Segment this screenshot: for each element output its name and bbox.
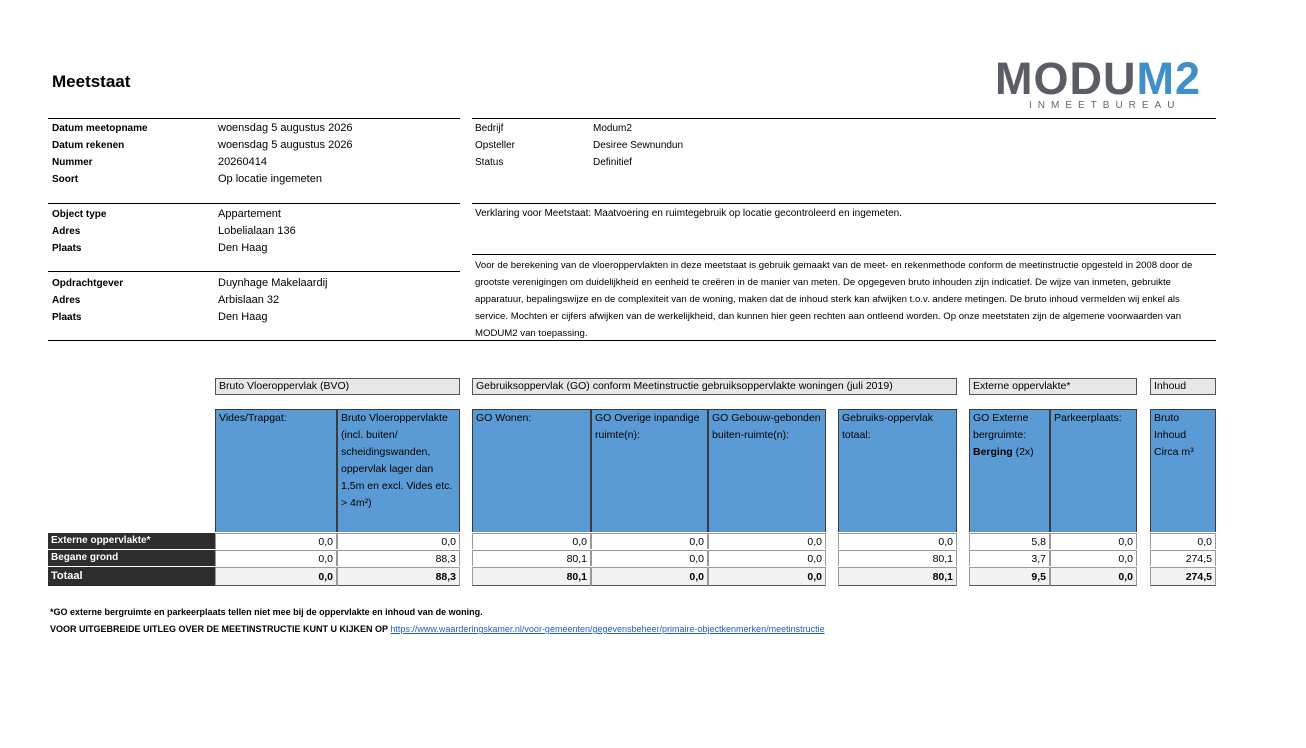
info-value: 20260414	[218, 156, 267, 168]
divider	[48, 203, 460, 204]
table-cell: 80,1	[472, 550, 591, 566]
info-label: Nummer	[52, 157, 93, 168]
table-cell: 9,5	[969, 567, 1050, 586]
logo-text-accent: M2	[1136, 53, 1201, 104]
table-cell: 0,0	[708, 533, 826, 549]
table-cell: 80,1	[838, 550, 957, 566]
object-value: Den Haag	[218, 242, 268, 254]
info-value: Op locatie ingemeten	[218, 173, 322, 185]
table-cell: 5,8	[969, 533, 1050, 549]
more-info-line	[50, 624, 825, 634]
page-title: Meetstaat	[52, 72, 131, 91]
column-header-go-gebouw: GO Gebouw-gebonden buiten-ruimte(n):	[708, 409, 826, 532]
verklaring-text: Verklaring voor Meetstaat: Maatvoering en ruimtegebruik op locatie gecontroleerd en ingemeten.	[475, 208, 902, 219]
group-header-bvo: Bruto Vloeroppervlak (BVO)	[215, 378, 460, 395]
modum2-logo	[995, 53, 1220, 116]
info-label: Opsteller	[475, 140, 516, 151]
table-cell: 88,3	[337, 550, 460, 566]
table-cell: 0,0	[708, 550, 826, 566]
info-value: woensdag 5 augustus 2026	[218, 122, 353, 134]
object-value: Lobelialaan 136	[218, 225, 296, 237]
info-label: Datum rekenen	[52, 140, 125, 151]
info-value: woensdag 5 augustus 2026	[218, 139, 353, 151]
row-label: Begane grond	[48, 550, 215, 566]
table-cell: 0,0	[591, 550, 708, 566]
berging-count: (2x)	[1012, 446, 1034, 458]
row-label: Externe oppervlakte*	[48, 533, 215, 549]
row-label: Totaal	[48, 567, 215, 586]
table-cell: 0,0	[337, 533, 460, 549]
object-value: Appartement	[218, 208, 281, 220]
footnote: *GO externe bergruimte en parkeerplaats tellen niet mee bij de oppervlakte en inhoud van de woning.	[50, 607, 483, 617]
info-label: Soort	[52, 174, 79, 185]
table-cell: 88,3	[337, 567, 460, 586]
column-header-go-externe	[969, 409, 1050, 532]
client-value: Arbislaan 32	[218, 294, 280, 306]
info-value: Desiree Sewnundun	[593, 140, 684, 151]
berging-text: Berging	[973, 446, 1013, 458]
disclaimer-text: Voor de berekening van de vloeroppervlakten in deze meetstaat is gebruik gemaakt van de meet- en rekenmethode conform de meetinstructie opgesteld in 2008 door de grootste verenigingen om duidelijkheid en eenheid te creëren in de manier van meten. De opgegeven bruto inhouden zijn indicatief. De wijze van inmeten, gebruikte apparatuur, bepalingswijze en de complexiteit van de woning, maken dat de inhoud sterk kan afwijken t.o.v. andere metingen. De bruto inhoud vermelden wij enkel als service. Mochten er cijfers afwijken van de werkelijkheid, dan kunnen hier geen rechten aan ontleend worden. Op onze meetstaten zijn de algemene voorwaarden van MODUM2 van toepassing.	[475, 260, 1193, 339]
table-cell: 274,5	[1150, 567, 1216, 586]
client-label: Adres	[52, 295, 81, 306]
info-value: Definitief	[593, 157, 632, 168]
info-label: Status	[475, 157, 504, 168]
logo-subtitle: INMEETBUREAU	[1029, 100, 1181, 111]
info-label: Bedrijf	[475, 123, 504, 134]
meetinstructie-link[interactable]: https://www.waarderingskamer.nl/voor-gemeenten/gegevensbeheer/primaire-objectkenmerken/meetinstructie	[390, 624, 825, 634]
group-header-ext: Externe oppervlakte*	[969, 378, 1137, 395]
column-header-go-wonen: GO Wonen:	[472, 409, 591, 532]
column-header-gebruik-totaal: Gebruiks-oppervlak totaal:	[838, 409, 957, 532]
column-header-go-overige: GO Overige inpandige ruimte(n):	[591, 409, 708, 532]
more-info-text: VOOR UITGEBREIDE UITLEG OVER DE MEETINSTRUCTIE KUNT U KIJKEN OP	[50, 624, 391, 634]
divider	[472, 254, 1216, 255]
column-header-vides: Vides/Trapgat:	[215, 409, 337, 532]
divider	[472, 118, 1216, 119]
client-value: Duynhage Makelaardij	[218, 277, 328, 289]
group-header-go: Gebruiksoppervlak (GO) conform Meetinstructie gebruiksoppervlakte woningen (juli 2019)	[472, 378, 957, 395]
table-cell: 0,0	[591, 533, 708, 549]
table-cell: 0,0	[215, 550, 337, 566]
table-cell: 3,7	[969, 550, 1050, 566]
divider	[472, 203, 1216, 204]
table-cell: 0,0	[838, 533, 957, 549]
client-label: Opdrachtgever	[52, 278, 124, 289]
table-cell: 80,1	[838, 567, 957, 586]
column-header-bruto: Bruto Vloeroppervlakte (incl. buiten/ scheidingswanden, oppervlak lager dan 1,5m en excl. Vides etc. > 4m²)	[337, 409, 460, 532]
table-cell: 0,0	[1050, 533, 1137, 549]
client-label: Plaats	[52, 312, 82, 323]
table-cell: 80,1	[472, 567, 591, 586]
table-cell: 0,0	[591, 567, 708, 586]
group-header-inhoud: Inhoud	[1150, 378, 1216, 395]
object-label: Plaats	[52, 243, 82, 254]
info-value: Modum2	[593, 123, 632, 134]
logo-text-main: MODU	[995, 53, 1137, 104]
client-value: Den Haag	[218, 311, 268, 323]
table-cell: 0,0	[215, 533, 337, 549]
table-cell: 0,0	[1150, 533, 1216, 549]
column-header-parkeer: Parkeerplaats:	[1050, 409, 1137, 532]
info-label: Datum meetopname	[52, 123, 148, 134]
table-cell: 0,0	[472, 533, 591, 549]
column-header-inhoud: Bruto Inhoud Circa m³	[1150, 409, 1216, 532]
object-label: Object type	[52, 209, 107, 220]
divider	[48, 271, 460, 272]
go-externe-text: GO Externe bergruimte:	[973, 412, 1029, 441]
divider	[48, 118, 460, 119]
object-label: Adres	[52, 226, 81, 237]
table-cell: 0,0	[215, 567, 337, 586]
table-cell: 274,5	[1150, 550, 1216, 566]
table-cell: 0,0	[1050, 550, 1137, 566]
table-cell: 0,0	[1050, 567, 1137, 586]
table-cell: 0,0	[708, 567, 826, 586]
